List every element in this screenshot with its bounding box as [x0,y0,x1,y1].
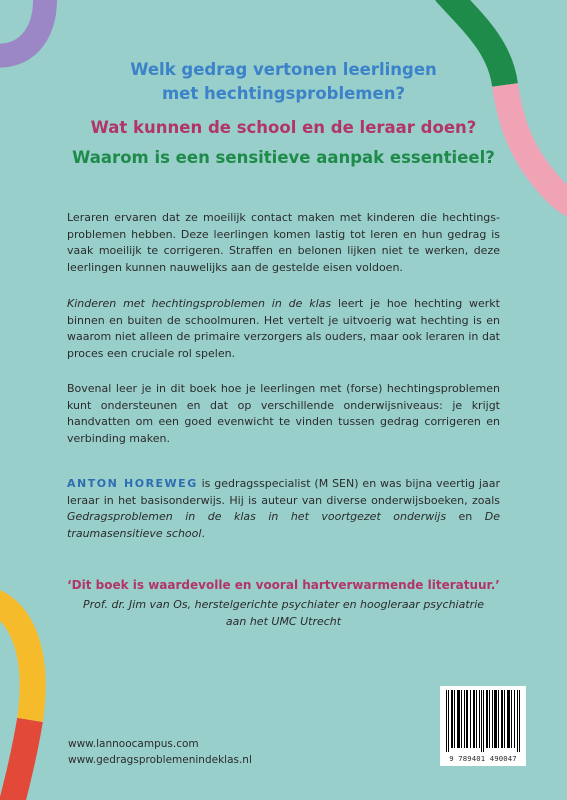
author-bio-a: is gedragsspecialist (M SEN) en was bijna veertig jaar leraar in het basisonderwijs. Hij is auteur van diverse onderwijsboeken, zoals [67,477,500,507]
author-bio-end: . [201,526,205,540]
question-school: Wat kunnen de school en de leraar doen? [90,118,477,137]
barcode-bars [446,690,520,752]
author-book-2: De traumasensitieve school [67,510,501,540]
learning-paragraph: Bovenal leer je in dit boek hoe je leerlingen met (forse) hechtingsproblemen kunt ondersteunen en dat op verschillende onderwijsniveaus: je krijgt handvatten om een goed evenwicht te vinden tussen gedrag corrigeren en verbinding maken. [67,382,500,445]
author-book-1: Gedragsproblemen in de klas in het voortgezet onderwijs [67,510,447,524]
barcode [440,686,526,766]
endorsement-attribution [40,597,527,630]
book-paragraph [67,296,500,362]
book-title: Kinderen met hechtingsproblemen in de klas [67,297,332,310]
intro-paragraph: Leraren ervaren dat ze moeilijk contact maken met kinderen die hechtings-problemen hebben. Deze leerlingen komen lastig tot leren en hun gedrag is vaak moeilijk te corrigeren. Straffen en belonen lijken niet te werken, deze leerlingen kunnen nauwelijks aan de gestelde eisen voldoen. [67,211,500,274]
question-behaviour: Welk gedrag vertonen leerlingen met hechtingsproblemen? [130,60,437,103]
book-paragraph-text: leert je hoe hechting werkt binnen en buiten de schoolmuren. Het vertelt je uitvoerig wat hechting is en waarom niet alleen de primaire verzorgers als ouders, maar ook leraren in dat proces een cruciale rol spelen. [67,297,500,360]
author-bio-and: en [446,510,485,524]
red-ribbon [10,720,30,800]
author-bio [67,476,500,542]
yellow-ribbon [0,600,33,720]
attribution-line-2: aan het UMC Utrecht [225,614,342,628]
endorsement-quote: ‘Dit boek is waardevolle en vooral hartverwarmende literatuur.’ [67,578,500,592]
website-links [68,736,252,768]
attribution-line-1: Prof. dr. Jim van Os, herstelgerichte psychiater en hoogleraar psychiatrie [82,598,485,611]
purple-ribbon [0,0,45,56]
author-name: ANTON HOREWEG [67,477,198,490]
website-link-book[interactable]: www.gedragsproblemenindeklas.nl [68,754,252,766]
question-approach: Waarom is een sensitieve aanpak essentieel? [72,148,495,167]
website-link-publisher[interactable]: www.lannoocampus.com [68,738,199,750]
isbn-number: 9 789401 490047 [449,754,517,763]
